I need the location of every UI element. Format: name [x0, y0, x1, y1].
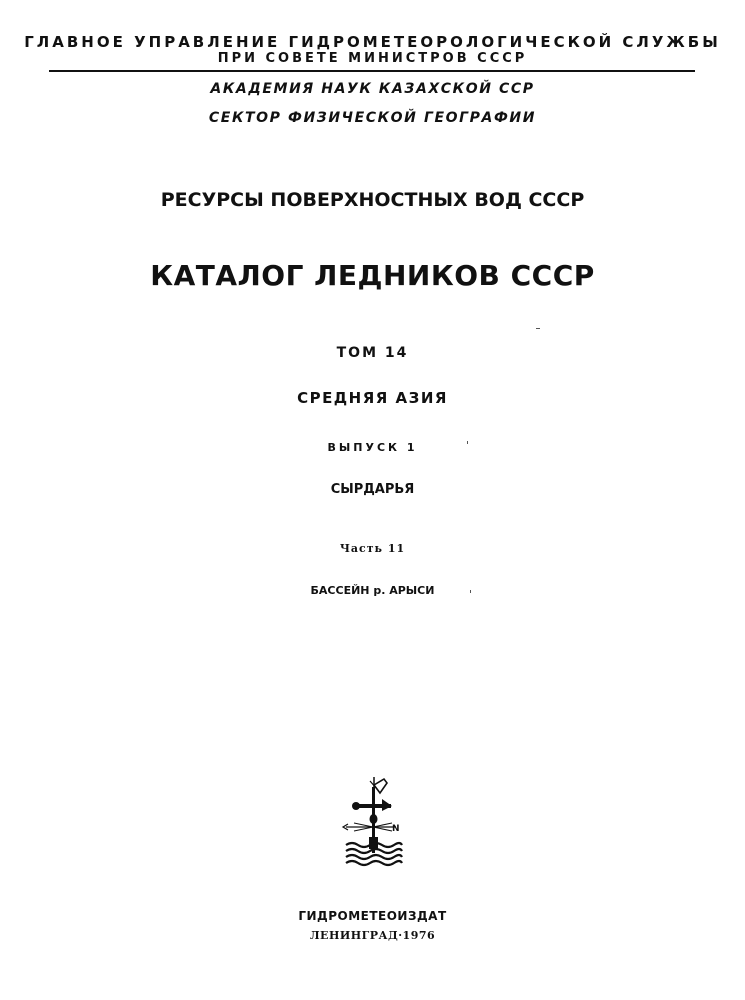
- part-label: Часть 11: [339, 542, 406, 555]
- series-title: РЕСУРСЫ ПОВЕРХНОСТНЫХ ВОД СССР: [160, 189, 585, 211]
- header-line-2: ПРИ СОВЕТЕ МИНИСТРОВ СССР: [217, 51, 528, 66]
- weather-vane-icon: [340, 775, 408, 871]
- basin-label: БАССЕЙН р. АРЫСИ: [310, 584, 435, 597]
- river-label: СЫРДАРЬЯ: [330, 482, 415, 497]
- region-label: СРЕДНЯЯ АЗИЯ: [297, 389, 448, 407]
- print-speck: [470, 590, 471, 593]
- organization-line-1: АКАДЕМИЯ НАУК КАЗАХСКОЙ ССР: [210, 81, 535, 97]
- header-line-1: ГЛАВНОЕ УПРАВЛЕНИЕ ГИДРОМЕТЕОРОЛОГИЧЕСКОЙ СЛУЖБЫ: [24, 33, 721, 51]
- print-speck: [467, 441, 468, 444]
- volume-label: ТОМ 14: [336, 345, 409, 361]
- publisher-name: ГИДРОМЕТЕОИЗДАТ: [298, 909, 447, 923]
- header-divider: [49, 70, 695, 72]
- compass-north-letter: N: [392, 824, 400, 834]
- print-speck: [536, 328, 540, 329]
- organization-line-2: СЕКТОР ФИЗИЧЕСКОЙ ГЕОГРАФИИ: [208, 110, 537, 126]
- main-title: КАТАЛОГ ЛЕДНИКОВ СССР: [150, 259, 595, 292]
- publisher-city-year: ЛЕНИНГРАД·1976: [309, 929, 436, 942]
- issue-label: ВЫПУСК 1: [327, 441, 418, 454]
